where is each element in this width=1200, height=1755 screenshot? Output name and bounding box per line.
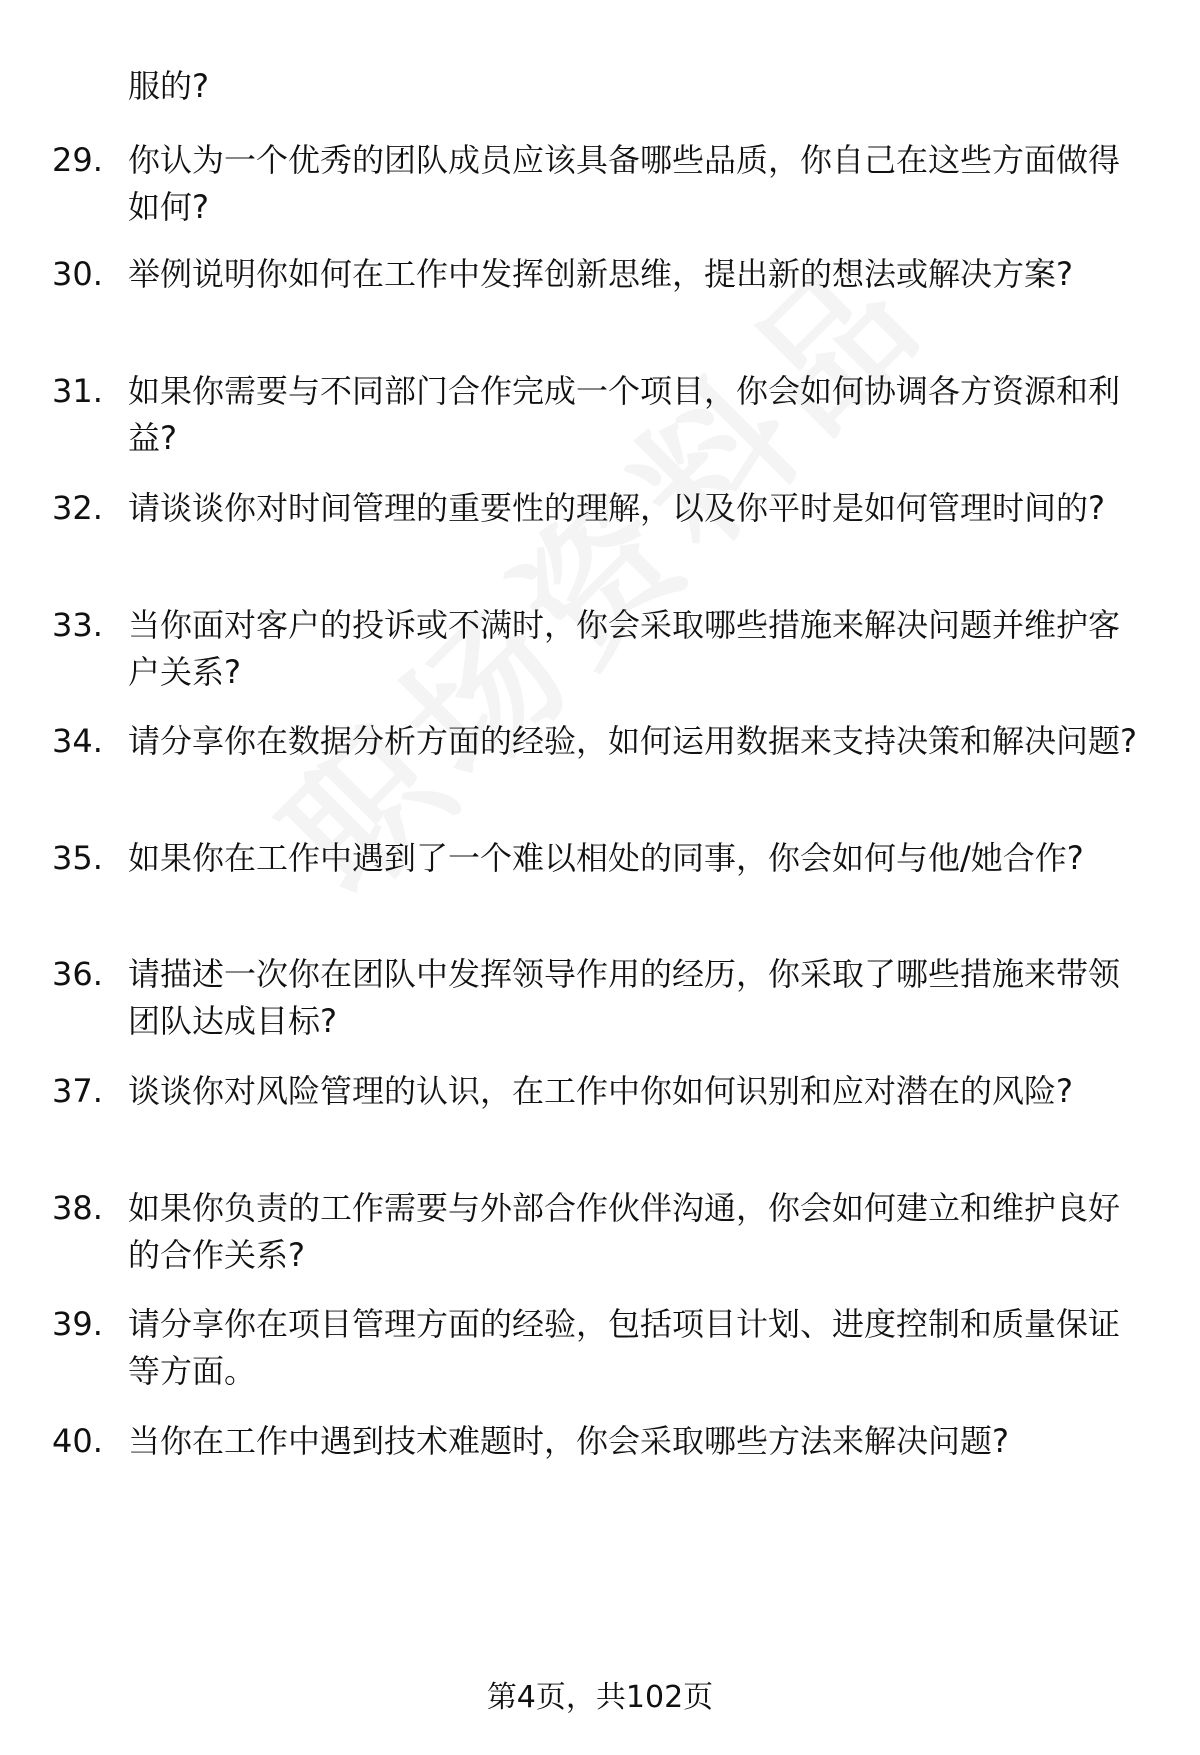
question-text: 请描述一次你在团队中发挥领导作用的经历，你采取了哪些措施来带领团队达成目标? (128, 955, 1121, 1040)
question-number: 38. (52, 1189, 103, 1227)
page-footer: 第4页，共102页 (486, 1680, 714, 1715)
question-number: 39. (52, 1305, 103, 1343)
question-number: 36. (52, 955, 103, 993)
question-text: 请分享你在项目管理方面的经验，包括项目计划、进度控制和质量保证等方面。 (128, 1305, 1121, 1390)
question-number: 40. (52, 1422, 103, 1460)
question-number: 35. (52, 839, 103, 877)
question-text: 当你面对客户的投诉或不满时，你会采取哪些措施来解决问题并维护客户关系? (128, 606, 1121, 691)
question-text: 请分享你在数据分析方面的经验，如何运用数据来支持决策和解决问题? (128, 722, 1137, 760)
question-number: 34. (52, 722, 103, 760)
question-text: 请谈谈你对时间管理的重要性的理解，以及你平时是如何管理时间的? (128, 489, 1105, 527)
question-text: 如果你需要与不同部门合作完成一个项目，你会如何协调各方资源和利益? (128, 372, 1121, 457)
question-number: 37. (52, 1072, 103, 1110)
question-text: 谈谈你对风险管理的认识，在工作中你如何识别和应对潜在的风险? (128, 1072, 1073, 1110)
continuation-text: 服的? (128, 67, 209, 105)
question-number: 29. (52, 141, 103, 179)
question-number: 32. (52, 489, 103, 527)
watermark (230, 200, 963, 933)
question-text: 举例说明你如何在工作中发挥创新思维，提出新的想法或解决方案? (128, 255, 1073, 293)
question-text: 如果你在工作中遇到了一个难以相处的同事，你会如何与他/她合作? (128, 839, 1084, 877)
question-text: 当你在工作中遇到技术难题时，你会采取哪些方法来解决问题? (128, 1422, 1009, 1460)
question-text: 你认为一个优秀的团队成员应该具备哪些品质，你自己在这些方面做得如何? (128, 141, 1121, 226)
question-number: 30. (52, 255, 103, 293)
question-number: 31. (52, 372, 103, 410)
question-number: 33. (52, 606, 103, 644)
question-text: 如果你负责的工作需要与外部合作伙伴沟通，你会如何建立和维护良好的合作关系? (128, 1189, 1121, 1274)
